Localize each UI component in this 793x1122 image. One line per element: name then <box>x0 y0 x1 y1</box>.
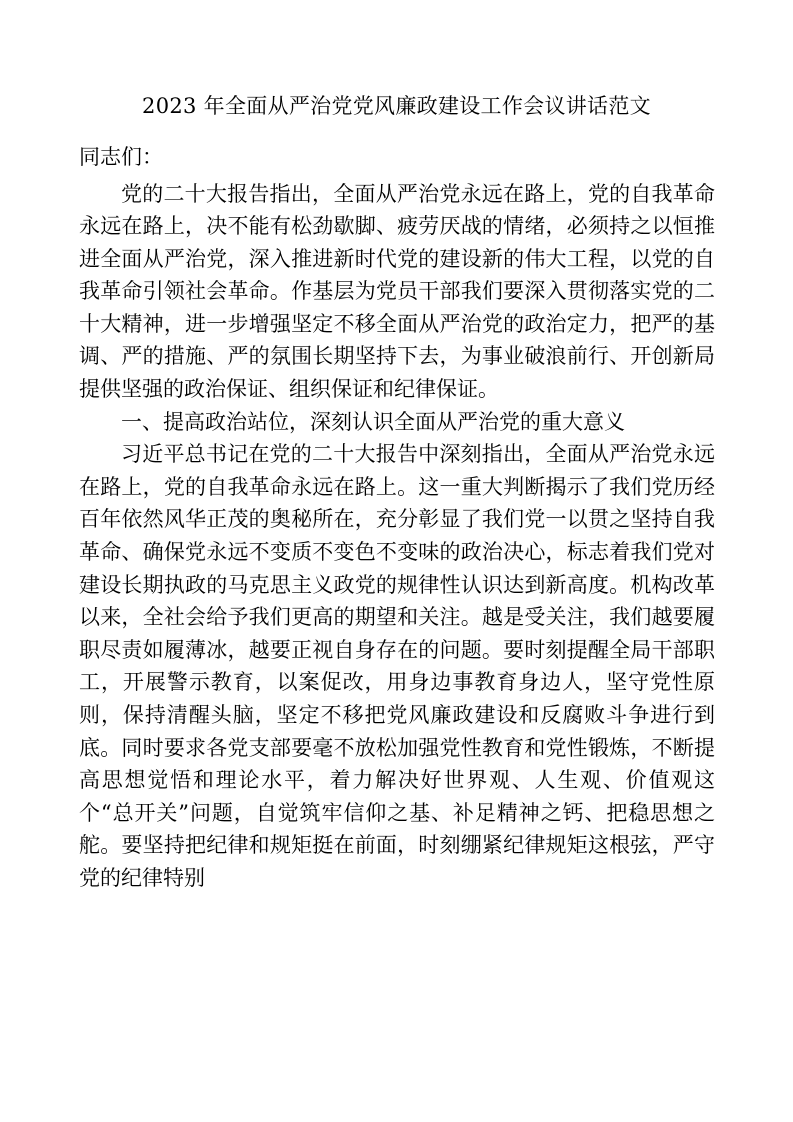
document-title: 2023 年全面从严治党党风廉政建设工作会议讲话范文 <box>142 94 651 118</box>
paragraph-section-one: 习近平总书记在党的二十大报告中深刻指出，全面从严治党永远在路上，党的自我革命永远在路上。这一重大判断揭示了我们党历经百年依然风华正茂的奥秘所在，充分彰显了我们党一以贯之坚持自我革命、确保党永远不变质不变色不变味的政治决心，标志着我们党对建设长期执政的马克思主义政党的规律性认识达到新高度。机构改革以来，全社会给予我们更高的期望和关注。越是受关注，我们越要履职尽责如履薄冰，越要正视自身存在的问题。要时刻提醒全局干部职工，开展警示教育，以案促改，用身边事教育身边人，坚守党性原则，保持清醒头脑，坚定不移把党风廉政建设和反腐败斗争进行到底。同时要求各党支部要毫不放松加强党性教育和党性锻炼，不断提高思想觉悟和理论水平，着力解决好世界观、人生观、价值观这个“总开关”问题，自觉筑牢信仰之基、补足精神之钙、把稳思想之舵。要坚持把纪律和规矩挺在前面，时刻绷紧纪律规矩这根弦，严守党的纪律特别 <box>79 442 715 890</box>
section-heading: 一、提高政治站位，深刻认识全面从严治党的重大意义 <box>121 409 625 434</box>
paragraph-intro: 党的二十大报告指出，全面从严治党永远在路上，党的自我革命永远在路上，决不能有松劲歇脚、疲劳厌战的情绪，必须持之以恒推进全面从严治党，深入推进新时代党的建设新的伟大工程，以党的自我革命引领社会革命。作基层为党员干部我们要深入贯彻落实党的二十大精神，进一步增强坚定不移全面从严治党的政治定力，把严的基调、严的措施、严的氛围长期坚持下去，为事业破浪前行、开创新局提供坚强的政治保证、组织保证和纪律保证。 <box>79 181 715 402</box>
salutation: 同志们： <box>79 145 163 169</box>
document-body <box>79 178 715 895</box>
